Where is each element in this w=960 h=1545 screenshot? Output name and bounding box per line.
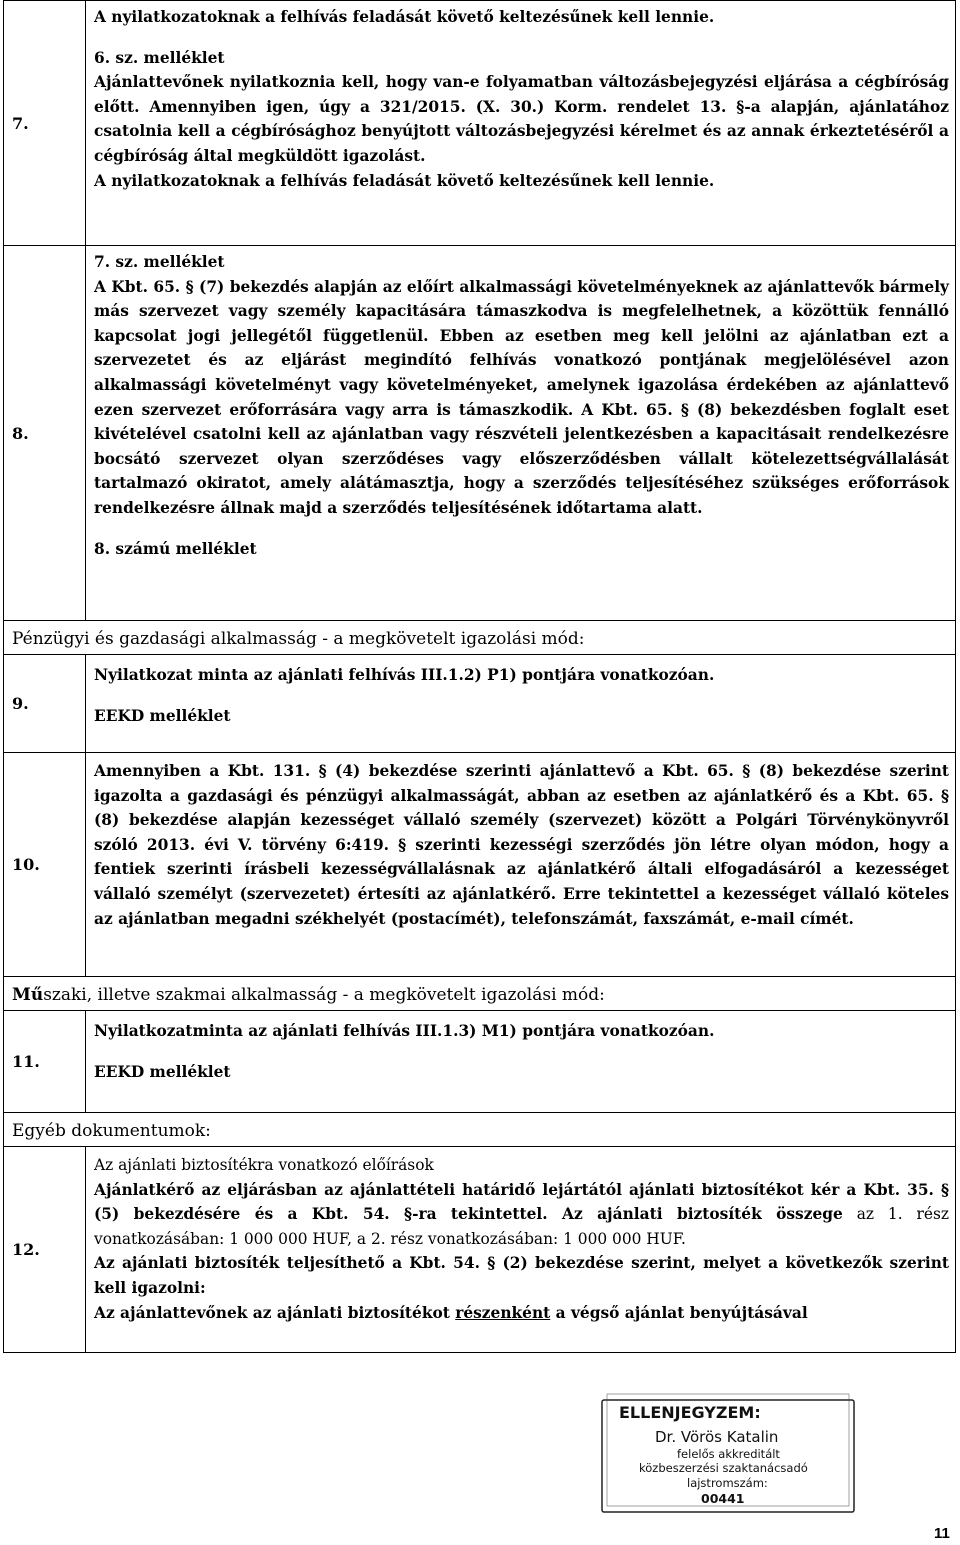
underlined-term: részenként [455,1303,551,1322]
stamp-line-4: közbeszerzési szaktanácsadó [639,1461,808,1475]
page-number: 11 [934,1525,950,1542]
paragraph-bold: Ajánlatkérő az eljárásban az ajánlattételi határidő lejártától ajánlati biztosítékot kér a Kbt. 35. § (5) bekezdésére és a Kbt. 54. §-ra tekintettel. Az ajánlati biztosíték összege [94,1180,949,1224]
row-content [86,1,956,246]
row-7 [4,1,956,246]
paragraph-normal: az 1. rész vonatkozásában: 1 000 000 HUF, a 2. rész vonatkozásában: 1 000 000 HUF. [94,1205,949,1248]
row-9 [4,655,956,753]
section-title [4,977,956,1011]
row-number: 11. [4,1011,86,1113]
annex-label: EEKD melléklet [94,1062,231,1081]
section-title: Egyéb dokumentumok: [4,1113,956,1147]
annex-label: 7. sz. melléklet [94,253,225,271]
section-title: Pénzügyi és gazdasági alkalmasság - a megkövetelt igazolási mód: [4,621,956,655]
paragraph: Amennyiben a Kbt. 131. § (4) bekezdése szerinti ajánlattevő a Kbt. 65. § (8) bekezdése szerint igazolta a gazdasági és pénzügyi alkalmasságát, abban az esetben az ajánlatkérő és a Kbt. 65. § (8) bekezdése alapján kezességet vállaló személy (szervezet) között a Polgári Törvénykönyvről szóló 2013. évi V. törvény 6:419. § szerinti kezességi szerződés jön létre olyan módon, hogy a fentiek szerinti írásbeli kezességvállalásnak az ajánlatkérő általi elfogadásáról a kezességet vállaló személyt (szervezetet) értesíti az ajánlatkérő. Erre tekintettel a kezességet vállaló köteles az ajánlatban megadni székhelyét (postacímét), telefonszámát, faxszámát, e-mail címét. [94,762,949,928]
stamp-line-5: lajstromszám: [687,1476,768,1490]
statement-template: Nyilatkozatminta az ajánlati felhívás III.1.3) M1) pontjára vonatkozóan. [94,1022,715,1040]
paragraph-part: a végső ajánlat benyújtásával [550,1303,808,1322]
countersign-stamp [597,1392,859,1516]
statement-date-note: A nyilatkozatoknak a felhívás feladását követő keltezésűnek kell lennie. [94,171,715,190]
row-8 [4,246,956,621]
annex-label: EEKD melléklet [94,706,231,725]
paragraph: Az ajánlati biztosíték teljesíthető a Kbt. 54. § (2) bekezdése szerint, melyet a következők szerint kell igazolni: [94,1254,949,1297]
section-title-first: Mű [12,985,44,1005]
section-header-financial [4,621,956,655]
paragraph-part: Az ajánlattevőnek az ajánlati biztosítékot [94,1303,456,1322]
stamp-line-1: ELLENJEGYZEM: [619,1403,761,1422]
row-content [86,753,956,977]
statement-date-note: A nyilatkozatoknak a felhívás feladását követő keltezésűnek kell lennie. [94,8,715,26]
paragraph [94,1301,949,1326]
row-content [86,1011,956,1113]
stamp-line-2: Dr. Vörös Katalin [655,1428,779,1446]
stamp-line-3: felelős akkreditált [677,1447,780,1461]
paragraph: A Kbt. 65. § (7) bekezdés alapján az előírt alkalmassági követelményeknek az ajánlattevők bármely más szervezet vagy személy kapacitására támaszkodva is megfelelhetnek, a közöttük fennálló kapcsolat jogi jellegétől függetlenül. Ebben az esetben meg kell jelölni az ajánlatban ezt a szervezetet és az eljárást megindító felhívás vonatkozó pontjának megjelölésével azon alkalmassági követelményt vagy követelményeket, amelynek igazolása érdekében az ajánlattevő ezen szervezet erőforrására vagy arra is támaszkodik. A Kbt. 65. § (8) bekezdésben foglalt eset kivételével csatolni kell az ajánlatban vagy részvételi jelentkezésben a kapacitásait rendelkezésre bocsátó szervezet olyan szerződéses vagy előszerződésben vállalt kötelezettségvállalását tartalmazó okiratot, amely alátámasztja, hogy a szerződés teljesítéséhez szükséges erőforrások rendelkezésre állnak majd a szerződés teljesítésének időtartama alatt. [94,277,949,517]
document-table [3,0,956,1353]
row-11 [4,1011,956,1113]
stamp-graphic [597,1392,859,1516]
row-number: 10. [4,753,86,977]
row-number: 8. [4,246,86,621]
subsection-heading: Az ajánlati biztosítékra vonatkozó előírások [94,1156,434,1174]
section-header-technical [4,977,956,1011]
statement-template: Nyilatkozat minta az ajánlati felhívás III.1.2) P1) pontjára vonatkozóan. [94,666,715,684]
section-title-text: szaki, illetve szakmai alkalmasság - a megkövetelt igazolási mód: [43,985,605,1005]
row-number: 12. [4,1147,86,1353]
row-number: 7. [4,1,86,246]
row-10 [4,753,956,977]
paragraph [94,1178,949,1252]
row-content [86,246,956,621]
annex-label: 8. számú melléklet [94,539,257,558]
stamp-line-6: 00441 [701,1491,745,1506]
row-content [86,655,956,753]
row-number: 9. [4,655,86,753]
section-header-other [4,1113,956,1147]
annex-label: 6. sz. melléklet [94,48,225,67]
paragraph: Ajánlattevőnek nyilatkoznia kell, hogy van-e folyamatban változásbejegyzési eljárása a cégbíróság előtt. Amennyiben igen, úgy a 321/2015. (X. 30.) Korm. rendelet 13. §-a alapján, ajánlatához csatolnia kell a cégbírósághoz benyújtott változásbejegyzési kérelmet és az annak érkeztetéséről a cégbíróság által megküldött igazolást. [94,73,949,165]
row-12 [4,1147,956,1353]
row-content [86,1147,956,1353]
